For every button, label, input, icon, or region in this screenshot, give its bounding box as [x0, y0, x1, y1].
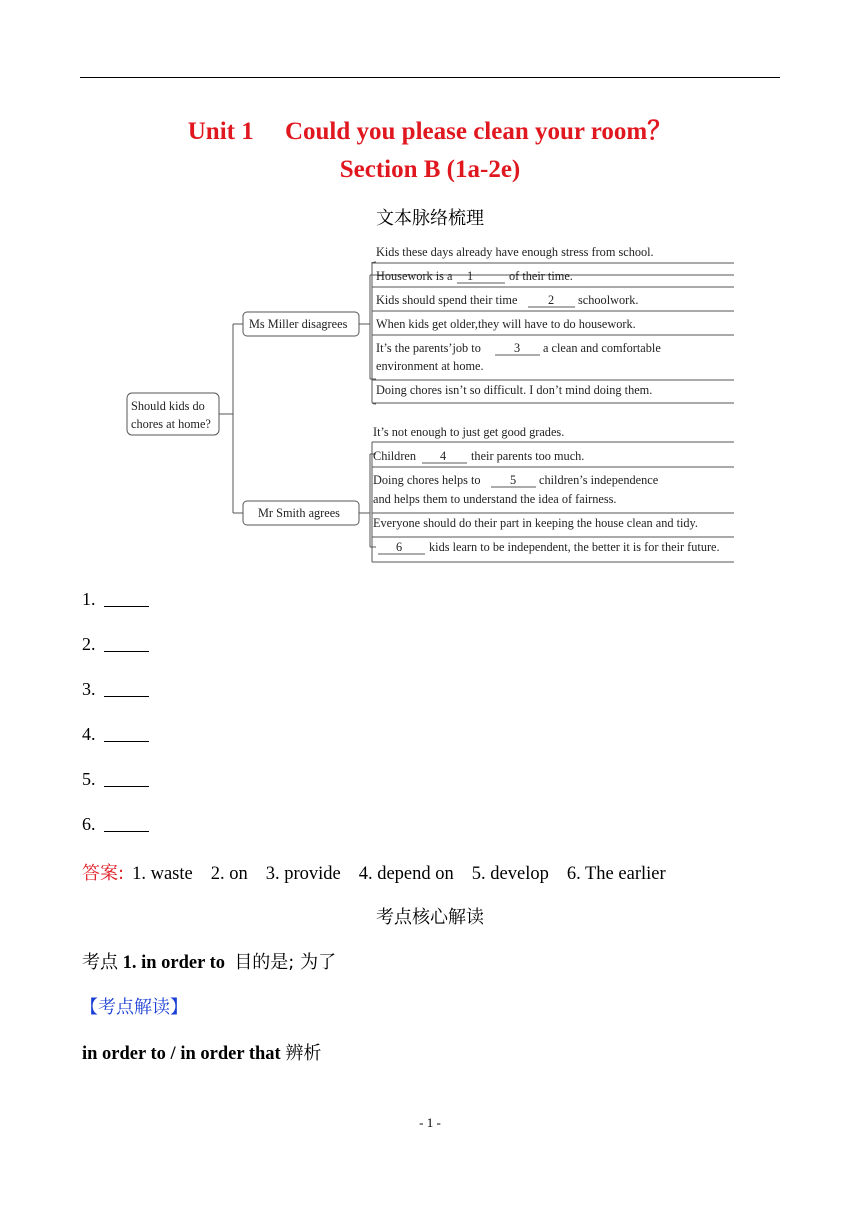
- question-2: 2.: [82, 634, 149, 655]
- text-structure-heading: 文本脉络梳理: [376, 208, 484, 229]
- a-item-4: When kids get older,they will have to do housework.: [376, 317, 636, 331]
- a-item-3-num: 2: [548, 293, 555, 307]
- mr-smith-label: Mr Smith agrees: [258, 506, 340, 520]
- answer-blank[interactable]: [104, 724, 149, 742]
- section-title: Section B (1a-2e): [339, 156, 521, 183]
- answer-blank[interactable]: [104, 814, 149, 832]
- a-item-3a: Kids should spend their time: [376, 293, 518, 307]
- unit-title: Unit 1 Could you please clean your room？: [187, 118, 673, 145]
- a-item-1: Kids these days already have enough stress from school.: [376, 245, 654, 259]
- a-item-5a: It’s the parents’job to: [376, 341, 481, 355]
- question-1: 1.: [82, 589, 149, 610]
- question-5: 5.: [82, 769, 149, 790]
- a-item-6: Doing chores isn’t so difficult. I don’t mind doing them.: [376, 383, 653, 397]
- answer-item: 5. develop: [471, 864, 549, 884]
- question-4: 4.: [82, 724, 149, 745]
- b-item-5-num: 6: [396, 540, 403, 554]
- b-item-4: Everyone should do their part in keeping the house clean and tidy.: [373, 516, 698, 530]
- core-points-heading: 考点核心解读: [376, 907, 484, 928]
- b-item-2b: their parents too much.: [471, 449, 585, 463]
- b-item-1: It’s not enough to just get good grades.: [373, 425, 565, 439]
- root-node-line1: Should kids do: [131, 399, 205, 413]
- branch-a-connectors: [359, 275, 376, 379]
- comparison-heading: in order to / in order that 辨析: [82, 1043, 322, 1064]
- mind-map: [120, 238, 740, 568]
- answer-item: 4. depend on: [358, 864, 454, 884]
- b-item-5b: kids learn to be independent, the better it is for their future.: [429, 540, 720, 554]
- branch-a-rules: [372, 263, 734, 403]
- question-3: 3.: [82, 679, 149, 700]
- b-item-2-num: 4: [440, 449, 447, 463]
- point-1-heading: 考点 1. in order to 目的是; 为了: [82, 952, 337, 973]
- a-item-5c: environment at home.: [376, 359, 484, 373]
- b-item-3c: and helps them to understand the idea of fairness.: [373, 492, 617, 506]
- answer-label: 答案:: [82, 863, 125, 884]
- answer-blank[interactable]: [104, 769, 149, 787]
- root-connectors: [219, 324, 243, 513]
- b-item-3-num: 5: [510, 473, 517, 487]
- ms-miller-label: Ms Miller disagrees: [249, 317, 348, 331]
- point-explanation-label: 【考点解读】: [80, 997, 188, 1018]
- a-item-2a: Housework is a: [376, 269, 453, 283]
- answer-item: 6. The earlier: [566, 864, 666, 884]
- a-item-2b: of their time.: [509, 269, 573, 283]
- b-item-2a: Children: [373, 449, 417, 463]
- answer-blank[interactable]: [104, 634, 149, 652]
- a-item-5b: a clean and comfortable: [543, 341, 661, 355]
- answer-item: 2. on: [210, 864, 248, 884]
- root-node-line2: chores at home?: [131, 417, 211, 431]
- page-number: - 1 -: [419, 1115, 441, 1130]
- question-6: 6.: [82, 814, 149, 835]
- a-item-2-num: 1: [467, 269, 474, 283]
- answer-item: 3. provide: [265, 864, 341, 884]
- a-item-3b: schoolwork.: [578, 293, 639, 307]
- b-item-3b: children’s independence: [539, 473, 659, 487]
- b-item-3a: Doing chores helps to: [373, 473, 481, 487]
- answer-blank[interactable]: [104, 679, 149, 697]
- a-item-5-num: 3: [514, 341, 521, 355]
- answer-line: [82, 859, 666, 885]
- answer-item: 1. waste: [132, 864, 193, 884]
- answer-blank[interactable]: [104, 589, 149, 607]
- header-rule: [80, 77, 780, 78]
